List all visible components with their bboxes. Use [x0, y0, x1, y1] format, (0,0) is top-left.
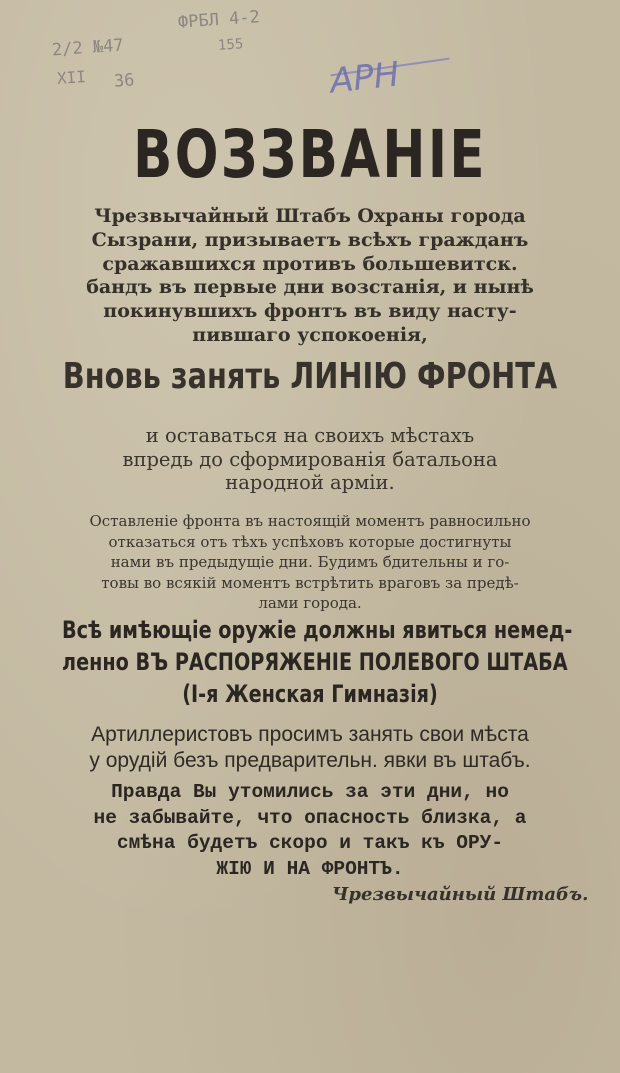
- text-line: лами города.: [258, 594, 362, 612]
- headline: Вновь занять ЛИНІЮ ФРОНТА: [62, 356, 558, 397]
- text-line: впредь до сформированія батальона: [122, 447, 498, 471]
- text-line: товы во всякій моментъ встрѣтить враговъ за предѣ-: [101, 573, 519, 592]
- text-line: Сызрани, призываетъ всѣхъ гражданъ: [91, 228, 529, 251]
- archive-mark: 155: [217, 36, 244, 54]
- text-line: (І-я Женская Гимназія): [182, 680, 438, 708]
- text-line: Чрезвычайный Штабъ Охраны города: [94, 205, 526, 227]
- poster-title: ВОЗЗВАНІЕ: [133, 116, 487, 193]
- archive-mark: 2/2 №47: [51, 35, 125, 61]
- text-line: у орудій безъ предварительн. явки въ штабъ.: [89, 748, 531, 772]
- text-line: не забывайте, что опасность близка, а: [93, 806, 527, 829]
- text-line: ЖІЮ И НА ФРОНТЪ.: [216, 857, 404, 880]
- text-line: сражавшихся противъ большевитск.: [102, 252, 518, 275]
- warning-paragraph: [0, 511, 620, 614]
- text-line: Оставленіе фронта въ настоящій моментъ равносильно: [89, 512, 531, 530]
- appeal-paragraph: [0, 205, 620, 348]
- text-line: нами въ предыдущіе дни. Будимъ бдительны и го-: [110, 553, 510, 571]
- instruction-paragraph: [0, 424, 620, 495]
- text-line: Всѣ имѣющіе оружіе должны явиться немед-: [62, 616, 573, 644]
- archive-mark: ФРБЛ 4-2: [177, 7, 261, 33]
- armed-call-paragraph: [62, 614, 573, 710]
- artillery-paragraph: [0, 722, 620, 773]
- handwritten-stamp: АРН: [328, 54, 402, 102]
- closing-paragraph: [0, 780, 620, 882]
- text-line: Правда Вы утомились за эти дни, но: [111, 781, 509, 803]
- archive-mark: 36: [113, 70, 136, 92]
- text-line: Артиллеристовъ просимъ занять свои мѣста: [91, 723, 529, 746]
- text-line: и оставаться на своихъ мѣстахъ: [145, 424, 475, 447]
- text-line: отказаться отъ тѣхъ успѣховъ которые достигнуты: [108, 532, 512, 551]
- text-line: ленно ВЪ РАСПОРЯЖЕНІЕ ПОЛЕВОГО ШТАБА: [62, 648, 568, 676]
- text-line: пившаго успокоенія,: [192, 323, 428, 346]
- text-line: бандъ въ первые дни возстанія, и нынѣ: [86, 276, 534, 299]
- signature: Чрезвычайный Штабъ.: [332, 884, 589, 905]
- text-line: народной арміи.: [225, 471, 395, 494]
- archive-mark: XII: [56, 67, 87, 88]
- text-line: покинувшихъ фронтъ въ виду насту-: [103, 300, 517, 323]
- text-line: смѣна будетъ скоро и такъ къ ОРУ-: [116, 832, 504, 854]
